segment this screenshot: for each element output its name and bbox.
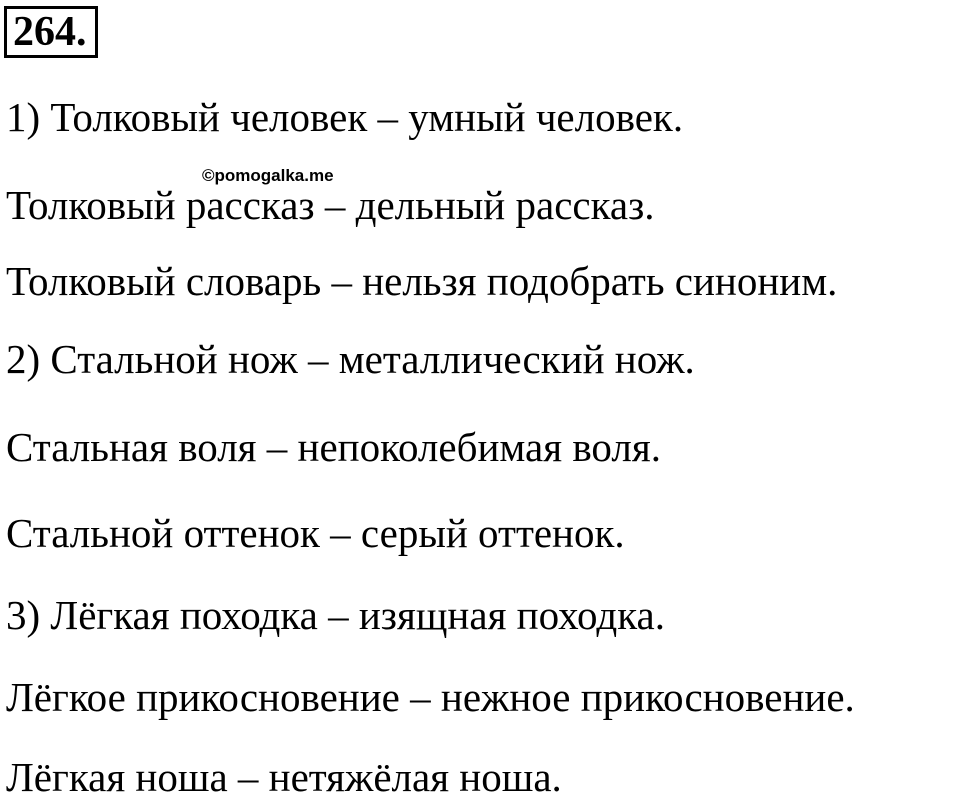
text-line-8: Лёгкое прикосновение – нежное прикосновение. — [6, 674, 855, 720]
text-line-1: 1) Толковый человек – умный человек. — [6, 94, 684, 140]
text-line-9: Лёгкая ноша – нетяжёлая ноша. — [6, 754, 562, 800]
exercise-number: 264. — [4, 6, 98, 58]
text-line-2: Толковый рассказ – дельный рассказ. — [6, 182, 655, 228]
text-line-6: Стальной оттенок – серый оттенок. — [6, 510, 625, 556]
text-line-7: 3) Лёгкая походка – изящная походка. — [6, 592, 665, 638]
text-line-4: 2) Стальной нож – металлический нож. — [6, 336, 695, 382]
text-line-5: Стальная воля – непоколебимая воля. — [6, 424, 661, 470]
text-line-3: Толковый словарь – нельзя подобрать синоним. — [6, 258, 838, 304]
watermark: ©pomogalka.me — [202, 166, 334, 185]
